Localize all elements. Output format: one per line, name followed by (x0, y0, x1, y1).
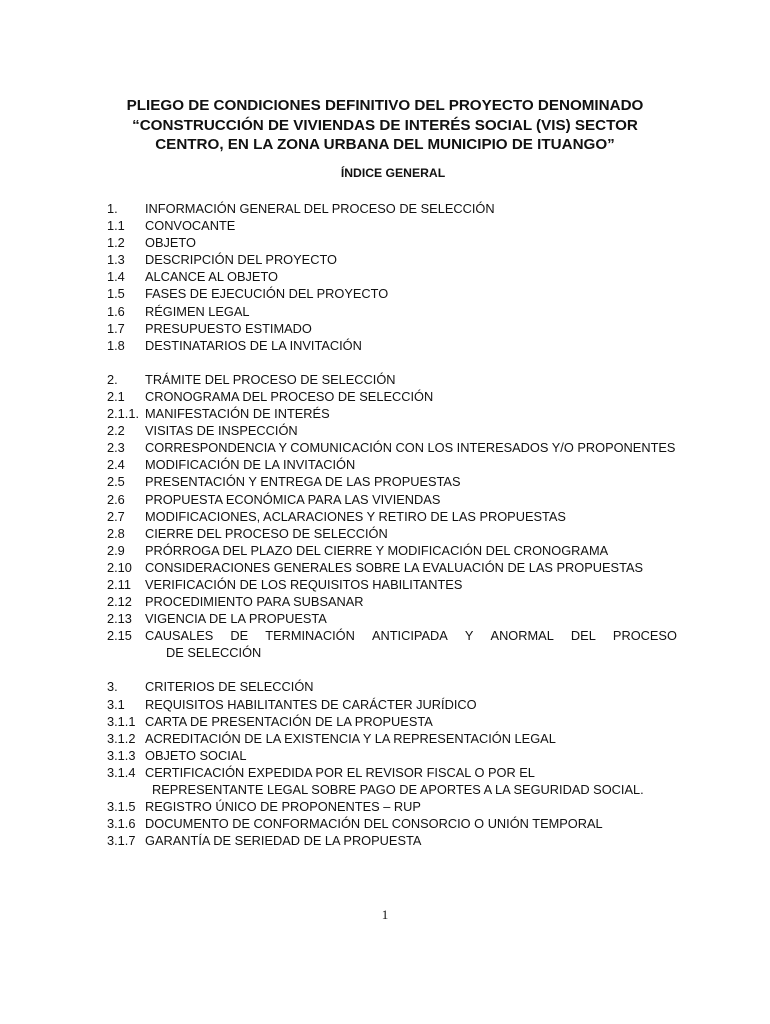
toc-number: 3. (107, 679, 118, 695)
toc-text: ALCANCE AL OBJETO (145, 269, 278, 285)
toc-entry (107, 337, 677, 354)
toc-entry (107, 439, 677, 456)
toc-text: PROCEDIMIENTO PARA SUBSANAR (145, 594, 364, 610)
toc-text: CONSIDERACIONES GENERALES SOBRE LA EVALUACIÓN DE LAS PROPUESTAS (145, 559, 644, 575)
toc-text: VERIFICACIÓN DE LOS REQUISITOS HABILITANTES (145, 576, 463, 592)
toc-section-3 (107, 678, 677, 849)
toc-number: 2.2 (107, 423, 125, 439)
toc-number: 1.3 (107, 252, 125, 268)
toc-number: 1.8 (107, 337, 125, 353)
toc-entry (107, 405, 677, 422)
toc-text: REGISTRO ÚNICO DE PROPONENTES – RUP (145, 799, 421, 815)
page-number: 1 (381, 907, 389, 922)
toc-entry (107, 251, 677, 268)
toc-number: 3.1.4 (107, 764, 136, 780)
toc-text: DESTINATARIOS DE LA INVITACIÓN (145, 337, 362, 353)
toc-continuation: DE SELECCIÓN (166, 645, 262, 661)
toc-word: DE (230, 628, 249, 644)
toc-section-2 (107, 371, 677, 662)
toc-number: 3.1.7 (107, 833, 136, 849)
toc-entry (107, 713, 677, 730)
toc-entry (107, 320, 677, 337)
toc-number: 2.5 (107, 474, 125, 490)
toc-text: INFORMACIÓN GENERAL DEL PROCESO DE SELECCIÓN (145, 201, 495, 216)
toc-text: PRÓRROGA DEL PLAZO DEL CIERRE Y MODIFICACIÓN DEL CRONOGRAMA (145, 542, 609, 558)
toc-number: 2.1 (107, 388, 125, 404)
toc-number: 2.3 (107, 440, 125, 456)
toc-number: 2.10 (107, 559, 132, 575)
toc-entry (107, 371, 677, 388)
toc-entry (107, 285, 677, 302)
toc-entry (107, 696, 677, 713)
toc-entry (107, 730, 677, 747)
toc-number: 2.12 (107, 594, 132, 610)
toc-entry (107, 268, 677, 285)
toc-entry (107, 559, 677, 576)
toc-continuation: REPRESENTANTE LEGAL SOBRE PAGO DE APORTES A LA SEGURIDAD SOCIAL. (152, 782, 644, 797)
toc-word: ANTICIPADA (371, 628, 448, 644)
toc-text: GARANTÍA DE SERIEDAD DE LA PROPUESTA (145, 833, 422, 849)
toc-word: ANORMAL (490, 628, 554, 644)
toc-text: CRONOGRAMA DEL PROCESO DE SELECCIÓN (145, 388, 434, 404)
toc-text: MODIFICACIÓN DE LA INVITACIÓN (145, 457, 356, 473)
toc-number: 2.9 (107, 542, 125, 558)
toc-word: CAUSALES (145, 628, 214, 644)
toc-entry (107, 456, 677, 473)
toc-entry (107, 593, 677, 610)
section-spacer (107, 661, 677, 678)
toc-text: CONVOCANTE (145, 218, 236, 234)
toc-number: 2.7 (107, 508, 125, 524)
toc-number: 3.1.5 (107, 799, 136, 815)
toc-number: 2.1.1. (107, 406, 140, 422)
toc-entry (107, 815, 677, 832)
toc-text: CERTIFICACIÓN EXPEDIDA POR EL REVISOR FISCAL O POR EL (145, 764, 535, 780)
toc-entry (107, 508, 677, 525)
toc-number: 1.2 (107, 235, 125, 251)
toc-number: 1.5 (107, 286, 125, 302)
title-line: “CONSTRUCCIÓN DE VIVIENDAS DE INTERÉS SOCIAL (VIS) SECTOR (132, 116, 638, 134)
toc-number: 2.11 (107, 576, 131, 592)
toc-text: MANIFESTACIÓN DE INTERÉS (145, 406, 330, 422)
index-heading: ÍNDICE GENERAL (340, 166, 446, 180)
toc-number: 2.6 (107, 491, 125, 507)
toc-text: DOCUMENTO DE CONFORMACIÓN DEL CONSORCIO O UNIÓN TEMPORAL (145, 816, 603, 832)
toc-entry (107, 200, 677, 217)
title-line: PLIEGO DE CONDICIONES DEFINITIVO DEL PROYECTO DENOMINADO (126, 97, 644, 114)
toc-text: VISITAS DE INSPECCIÓN (145, 423, 298, 439)
title-line: CENTRO, EN LA ZONA URBANA DEL MUNICIPIO DE ITUANGO” (155, 136, 615, 153)
toc-number: 3.1.2 (107, 730, 136, 746)
toc-text: FASES DE EJECUCIÓN DEL PROYECTO (145, 286, 389, 302)
toc-text: VIGENCIA DE LA PROPUESTA (145, 611, 327, 627)
toc-entry (107, 627, 677, 644)
toc-entry (107, 542, 677, 559)
toc-entry (107, 610, 677, 627)
toc-entry (107, 832, 677, 849)
toc-text: CRITERIOS DE SELECCIÓN (145, 679, 314, 695)
toc-text: CORRESPONDENCIA Y COMUNICACIÓN CON LOS INTERESADOS Y/O PROPONENTES (145, 440, 676, 456)
toc-text: REQUISITOS HABILITANTES DE CARÁCTER JURÍDICO (145, 696, 477, 712)
toc-number: 3.1 (107, 696, 125, 712)
toc-text: TRÁMITE DEL PROCESO DE SELECCIÓN (145, 371, 396, 387)
section-spacer (107, 354, 677, 371)
toc-number: 3.1.3 (107, 747, 136, 763)
table-of-contents (107, 200, 677, 849)
toc-entry (107, 747, 677, 764)
toc-text: RÉGIMEN LEGAL (145, 303, 250, 319)
toc-word: DEL (570, 628, 596, 644)
toc-number: 3.1.1 (107, 713, 136, 729)
toc-entry (107, 764, 677, 781)
toc-entry (107, 303, 677, 320)
toc-text-justified (145, 627, 677, 644)
toc-number: 1.6 (107, 303, 125, 319)
toc-number: 2. (107, 371, 118, 387)
toc-text: OBJETO (145, 235, 196, 251)
toc-entry (107, 798, 677, 815)
toc-text: CARTA DE PRESENTACIÓN DE LA PROPUESTA (145, 713, 433, 729)
toc-word: Y (464, 628, 474, 644)
toc-word: PROCESO (612, 628, 677, 644)
toc-text: OBJETO SOCIAL (145, 747, 247, 763)
toc-section-1 (107, 200, 677, 354)
toc-number: 2.13 (107, 611, 132, 627)
toc-number: 1.1 (107, 218, 125, 234)
toc-entry (107, 388, 677, 405)
toc-number: 1.7 (107, 320, 125, 336)
toc-entry (107, 525, 677, 542)
toc-text: DESCRIPCIÓN DEL PROYECTO (145, 252, 337, 268)
toc-number: 2.15 (107, 628, 132, 644)
toc-number: 2.8 (107, 525, 125, 541)
toc-text: ACREDITACIÓN DE LA EXISTENCIA Y LA REPRESENTACIÓN LEGAL (145, 730, 556, 746)
toc-entry (107, 234, 677, 251)
document-title (100, 96, 670, 155)
toc-entry (107, 217, 677, 234)
toc-number: 2.4 (107, 457, 125, 473)
toc-entry (107, 576, 677, 593)
toc-entry (107, 678, 677, 695)
toc-entry (107, 473, 677, 490)
toc-number: 1.4 (107, 269, 125, 285)
toc-number: 3.1.6 (107, 816, 136, 832)
toc-text: CIERRE DEL PROCESO DE SELECCIÓN (145, 525, 388, 541)
toc-number: 1. (107, 201, 118, 216)
toc-text: MODIFICACIONES, ACLARACIONES Y RETIRO DE LAS PROPUESTAS (145, 508, 566, 524)
toc-word: TERMINACIÓN (265, 628, 355, 644)
toc-text: PRESENTACIÓN Y ENTREGA DE LAS PROPUESTAS (145, 474, 461, 490)
toc-entry (107, 422, 677, 439)
toc-text: PROPUESTA ECONÓMICA PARA LAS VIVIENDAS (145, 491, 441, 507)
toc-entry (107, 491, 677, 508)
toc-text: PRESUPUESTO ESTIMADO (145, 320, 312, 336)
